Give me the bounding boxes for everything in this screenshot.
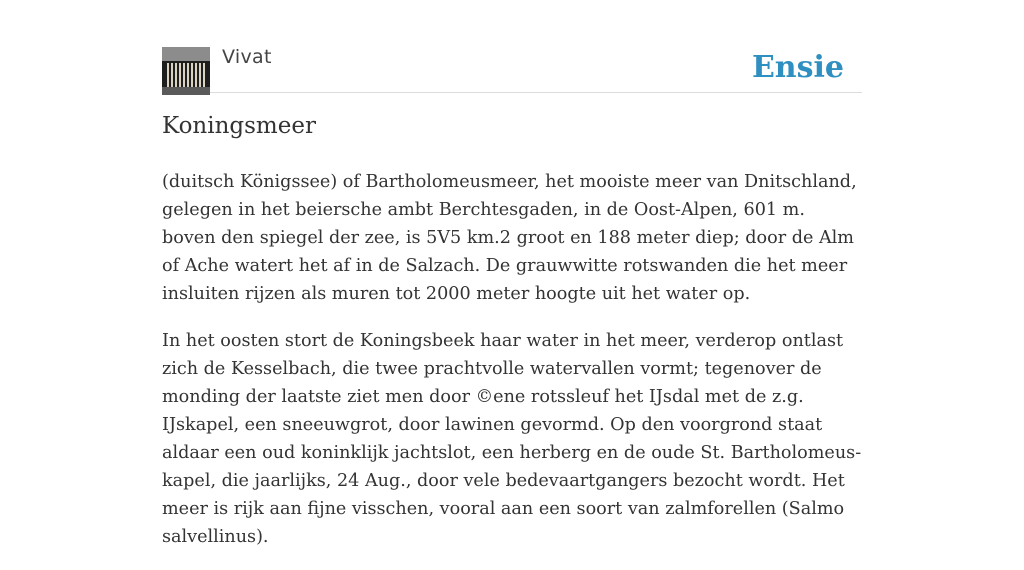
paragraph: In het oosten stort de Koningsbeek haar water in het meer, verderop ontlast zich de Kesselbach, die twee prachtvolle watervallen vormt; tegenover de monding der laatste ziet men door ©ene rotssleuf het IJsdal met de z.g. IJskapel, een sneeuwgrot, door lawinen gevormd. Op den voorgrond staat aldaar een oud koninklijk jachtslot, een herberg en de oude St. Bartholomeus-kapel, die jaarlijks, 24 Aug., door vele bedevaartgangers bezocht wordt. Het meer is rijk aan fijne visschen, vooral aan een soort van zalmforellen (Salmo salvellinus). (162, 331, 862, 547)
avatar-image (162, 47, 210, 95)
article-body (162, 168, 862, 570)
avatar[interactable] (162, 47, 210, 95)
header (162, 46, 862, 93)
author-name[interactable]: Vivat (222, 46, 272, 68)
article-title: Koningsmeer (162, 113, 316, 139)
brand-logo[interactable]: Ensie (751, 50, 844, 85)
paragraph: (duitsch Königssee) of Bartholomeusmeer, het mooiste meer van Dnitschland, gelegen in het beiersche ambt Berchtesgaden, in de Oost-Alpen, 601 m. boven den spiegel der zee, is 5V5 km.2 groot en 188 meter diep; door de Alm of Ache watert het af in de Salzach. De grauwwitte rotswanden die het meer insluiten rijzen als muren tot 2000 meter hoogte uit het water op. (162, 172, 857, 304)
